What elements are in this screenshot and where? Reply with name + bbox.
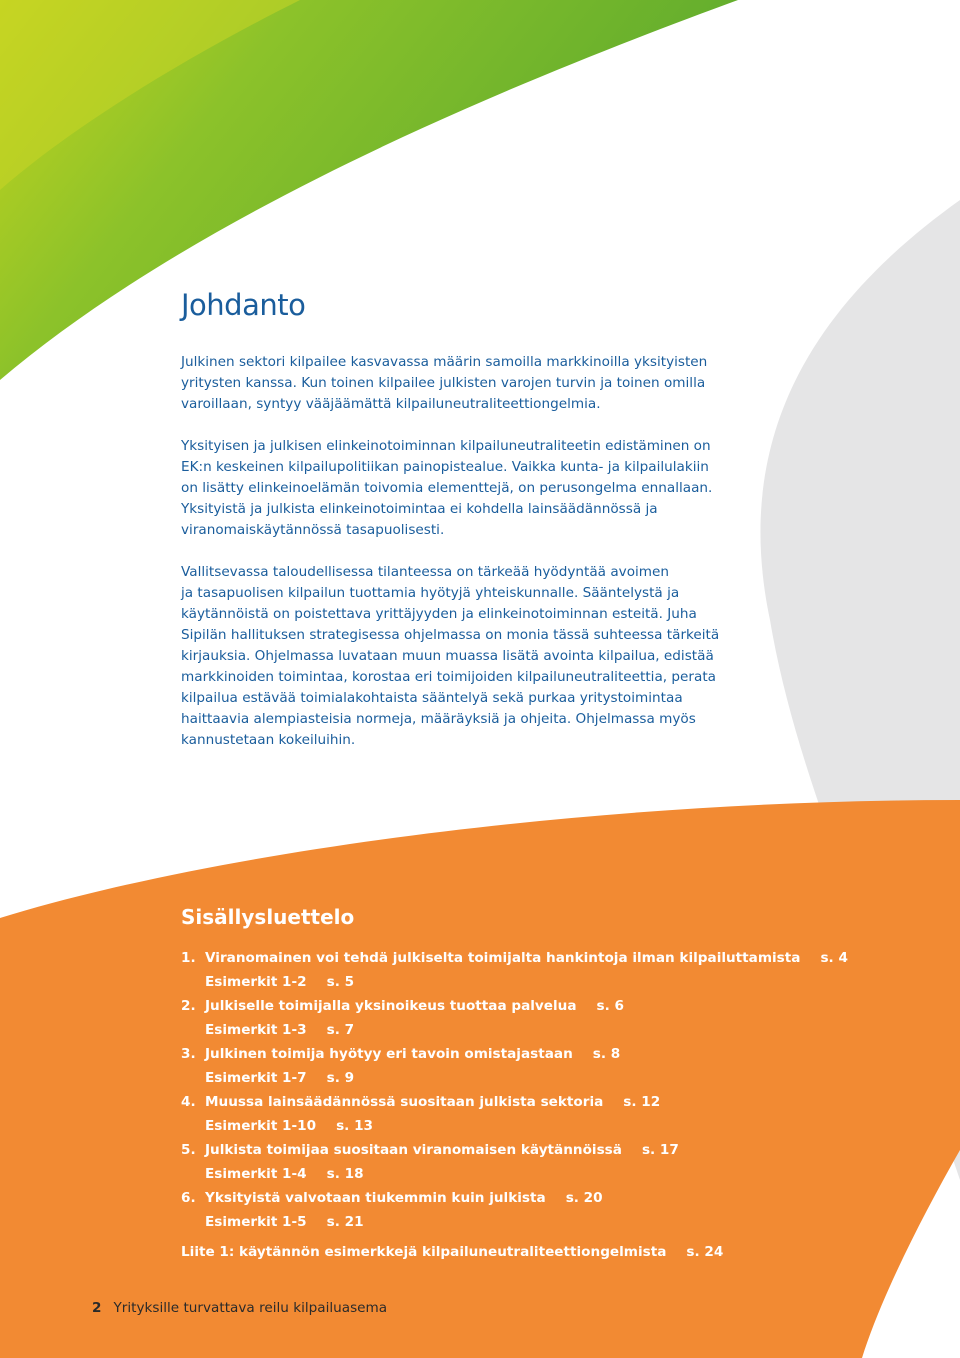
table-of-contents [181,948,848,1266]
toc-page: s. 13 [336,1118,373,1134]
intro-body [181,352,741,772]
toc-page: s. 24 [686,1244,724,1260]
publication-title: Yrityksille turvattava reilu kilpailuasema [113,1300,388,1316]
toc-label: Julkiselle toimijalla yksinoikeus tuottaa palvelua [205,998,577,1014]
toc-page: s. 17 [641,1142,679,1158]
text-line: yritysten kanssa. Kun toinen kilpailee julkisten varojen turvin ja toinen omilla [181,375,706,391]
toc-label: Muussa lainsäädännössä suositaan julkista sektoria [205,1094,604,1110]
text-line: viranomaiskäytännössä tasapuolisesti. [181,522,445,538]
toc-sub-label: Esimerkit 1-2 [205,974,307,990]
text-line: kannustetaan kokeiluihin. [181,732,356,748]
toc-item[interactable] [181,1092,848,1116]
page-title: Johdanto [181,288,306,322]
toc-item[interactable] [181,948,848,972]
toc-item[interactable] [181,1140,848,1164]
toc-subitem[interactable] [181,1212,848,1236]
text-line: EK:n keskeinen kilpailupolitiikan painopistealue. Vaikka kunta- ja kilpailulakiin [181,459,709,475]
intro-paragraph [181,562,741,751]
toc-page: s. 6 [596,998,624,1014]
text-line: Sipilän hallituksen strategisessa ohjelmassa on monia tässä suhteessa tärkeitä [181,627,720,643]
text-line: Vallitsevassa taloudellisessa tilanteessa on tärkeää hyödyntää avoimen [181,564,670,580]
toc-number: 2. [181,998,196,1014]
toc-number: 6. [181,1190,196,1206]
toc-number: 4. [181,1094,196,1110]
toc-subitem[interactable] [181,1164,848,1188]
toc-item[interactable] [181,996,848,1020]
toc-number: 3. [181,1046,196,1062]
toc-number: 1. [181,950,196,966]
toc-label: Viranomainen voi tehdä julkiselta toimijalta hankintoja ilman kilpailuttamista [205,950,801,966]
toc-label: Julkista toimijaa suositaan viranomaisen käytännöissä [205,1142,622,1158]
toc-page: s. 20 [565,1190,603,1206]
text-line: ja tasapuolisen kilpailun tuottamia hyötyjä yhteiskunnalle. Sääntelystä ja [181,585,680,601]
text-line: käytännöistä on poistettava yrittäjyyden ja elinkeinotoiminnan esteitä. Juha [181,606,697,622]
toc-page: s. 8 [592,1046,621,1062]
toc-page: s. 7 [326,1022,355,1038]
toc-page: s. 9 [326,1070,355,1086]
toc-subitem[interactable] [181,1116,848,1140]
toc-appendix[interactable] [181,1242,848,1266]
intro-paragraph [181,436,741,541]
toc-page: s. 21 [326,1214,364,1230]
text-line: kilpailua estävää toimialakohtaista sääntelyä sekä purkaa yritystoimintaa [181,690,683,706]
toc-label: Julkinen toimija hyötyy eri tavoin omistajastaan [205,1046,573,1062]
toc-subitem[interactable] [181,1020,848,1044]
toc-subitem[interactable] [181,1068,848,1092]
toc-label: Yksityistä valvotaan tiukemmin kuin julkista [205,1190,546,1206]
text-line: haittaavia alempiasteisia normeja, määräyksiä ja ohjeita. Ohjelmassa myös [181,711,696,727]
text-line: kirjauksia. Ohjelmassa luvataan muun muassa lisätä avointa kilpailua, edistää [181,648,714,664]
text-line: Yksityisen ja julkisen elinkeinotoiminnan kilpailuneutraliteetin edistäminen on [181,438,711,454]
toc-number: 5. [181,1142,196,1158]
toc-sub-label: Esimerkit 1-5 [205,1214,307,1230]
text-line: Julkinen sektori kilpailee kasvavassa määrin samoilla markkinoilla yksityisten [181,354,708,370]
toc-page: s. 4 [820,950,848,966]
intro-paragraph [181,352,741,415]
text-line: Yksityistä ja julkista elinkeinotoimintaa ei kohdella lainsäädännössä ja [181,501,658,517]
text-line: varoillaan, syntyy vääjäämättä kilpailuneutraliteettiongelmia. [181,396,601,412]
toc-page: s. 18 [326,1166,364,1182]
toc-title: Sisällysluettelo [181,905,355,929]
toc-appendix-label: Liite 1: käytännön esimerkkejä kilpailuneutraliteettiongelmista [181,1244,667,1260]
toc-page: s. 5 [326,974,355,990]
toc-item[interactable] [181,1188,848,1212]
page-number: 2 [92,1300,102,1316]
toc-subitem[interactable] [181,972,848,996]
text-line: on lisätty elinkeinoelämän toivomia elementtejä, on perusongelma ennallaan. [181,480,713,496]
text-line: markkinoiden toimintaa, korostaa eri toimijoiden kilpailuneutraliteettia, perata [181,669,716,685]
page-footer [92,1300,387,1316]
toc-sub-label: Esimerkit 1-3 [205,1022,307,1038]
toc-sub-label: Esimerkit 1-7 [205,1070,307,1086]
toc-sub-label: Esimerkit 1-10 [205,1118,317,1134]
toc-sub-label: Esimerkit 1-4 [205,1166,307,1182]
toc-item[interactable] [181,1044,848,1068]
toc-page: s. 12 [623,1094,661,1110]
